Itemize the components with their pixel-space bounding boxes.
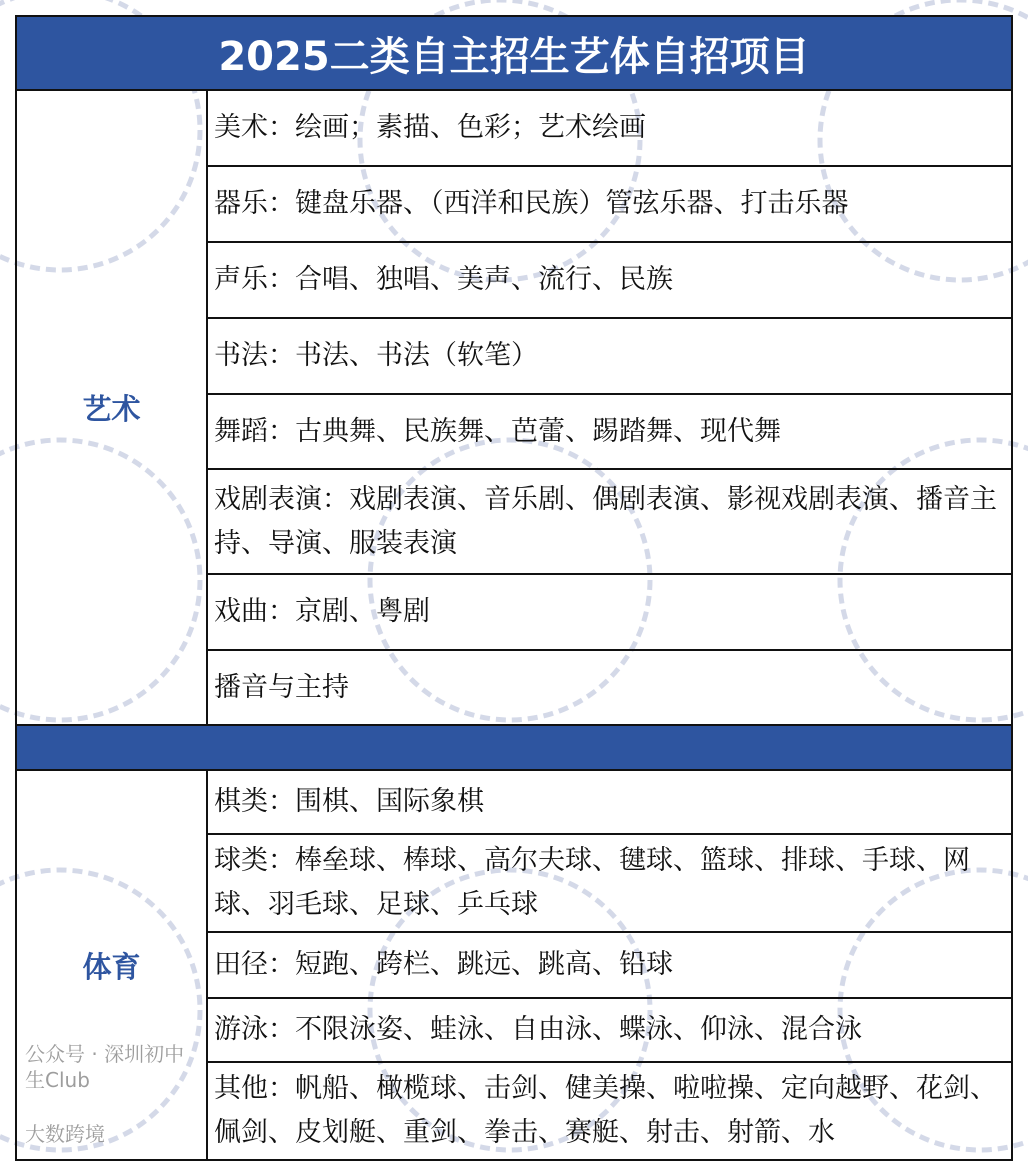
table-row: 球类：棒垒球、棒球、高尔夫球、毽球、篮球、排球、手球、网球、羽毛球、足球、乒乓球 <box>208 835 1011 933</box>
table-row: 书法：书法、书法（软笔） <box>208 319 1011 395</box>
category-cell-sports <box>17 771 208 1159</box>
table-row: 美术：绘画；素描、色彩；艺术绘画 <box>208 91 1011 167</box>
overlay-caption: 公众号 · 深圳初中生Club <box>25 1042 185 1092</box>
category-label: 体育 <box>82 949 141 984</box>
table-title: 2025二类自主招生艺体自招项目 <box>17 17 1011 91</box>
section-divider-bar <box>17 726 1011 771</box>
table-row: 棋类：围棋、国际象棋 <box>208 771 1011 835</box>
section-sports <box>17 771 1011 1159</box>
table-row: 游泳：不限泳姿、蛙泳、自由泳、蝶泳、仰泳、混合泳 <box>208 999 1011 1063</box>
category-label: 艺术 <box>17 91 208 724</box>
table-row: 器乐：键盘乐器、（西洋和民族）管弦乐器、打击乐器 <box>208 167 1011 243</box>
table-row: 其他：帆船、橄榄球、击剑、健美操、啦啦操、定向越野、花剑、佩剑、皮划艇、重剑、拳击、赛艇、射击、射箭、水 <box>214 1073 997 1148</box>
table-row: 田径：短跑、跨栏、跳远、跳高、铅球 <box>208 933 1011 999</box>
table-row: 舞蹈：古典舞、民族舞、芭蕾、踢踏舞、现代舞 <box>208 395 1011 470</box>
table-row: 播音与主持 <box>214 671 349 703</box>
corner-logo: 大数跨境 <box>25 1122 105 1146</box>
section-art <box>17 91 1011 726</box>
project-table <box>15 15 1013 1161</box>
table-row: 戏曲：京剧、粤剧 <box>208 575 1011 651</box>
table-row: 戏剧表演：戏剧表演、音乐剧、偶剧表演、影视戏剧表演、播音主持、导演、服装表演 <box>208 470 1011 575</box>
table-row: 声乐：合唱、独唱、美声、流行、民族 <box>208 243 1011 319</box>
